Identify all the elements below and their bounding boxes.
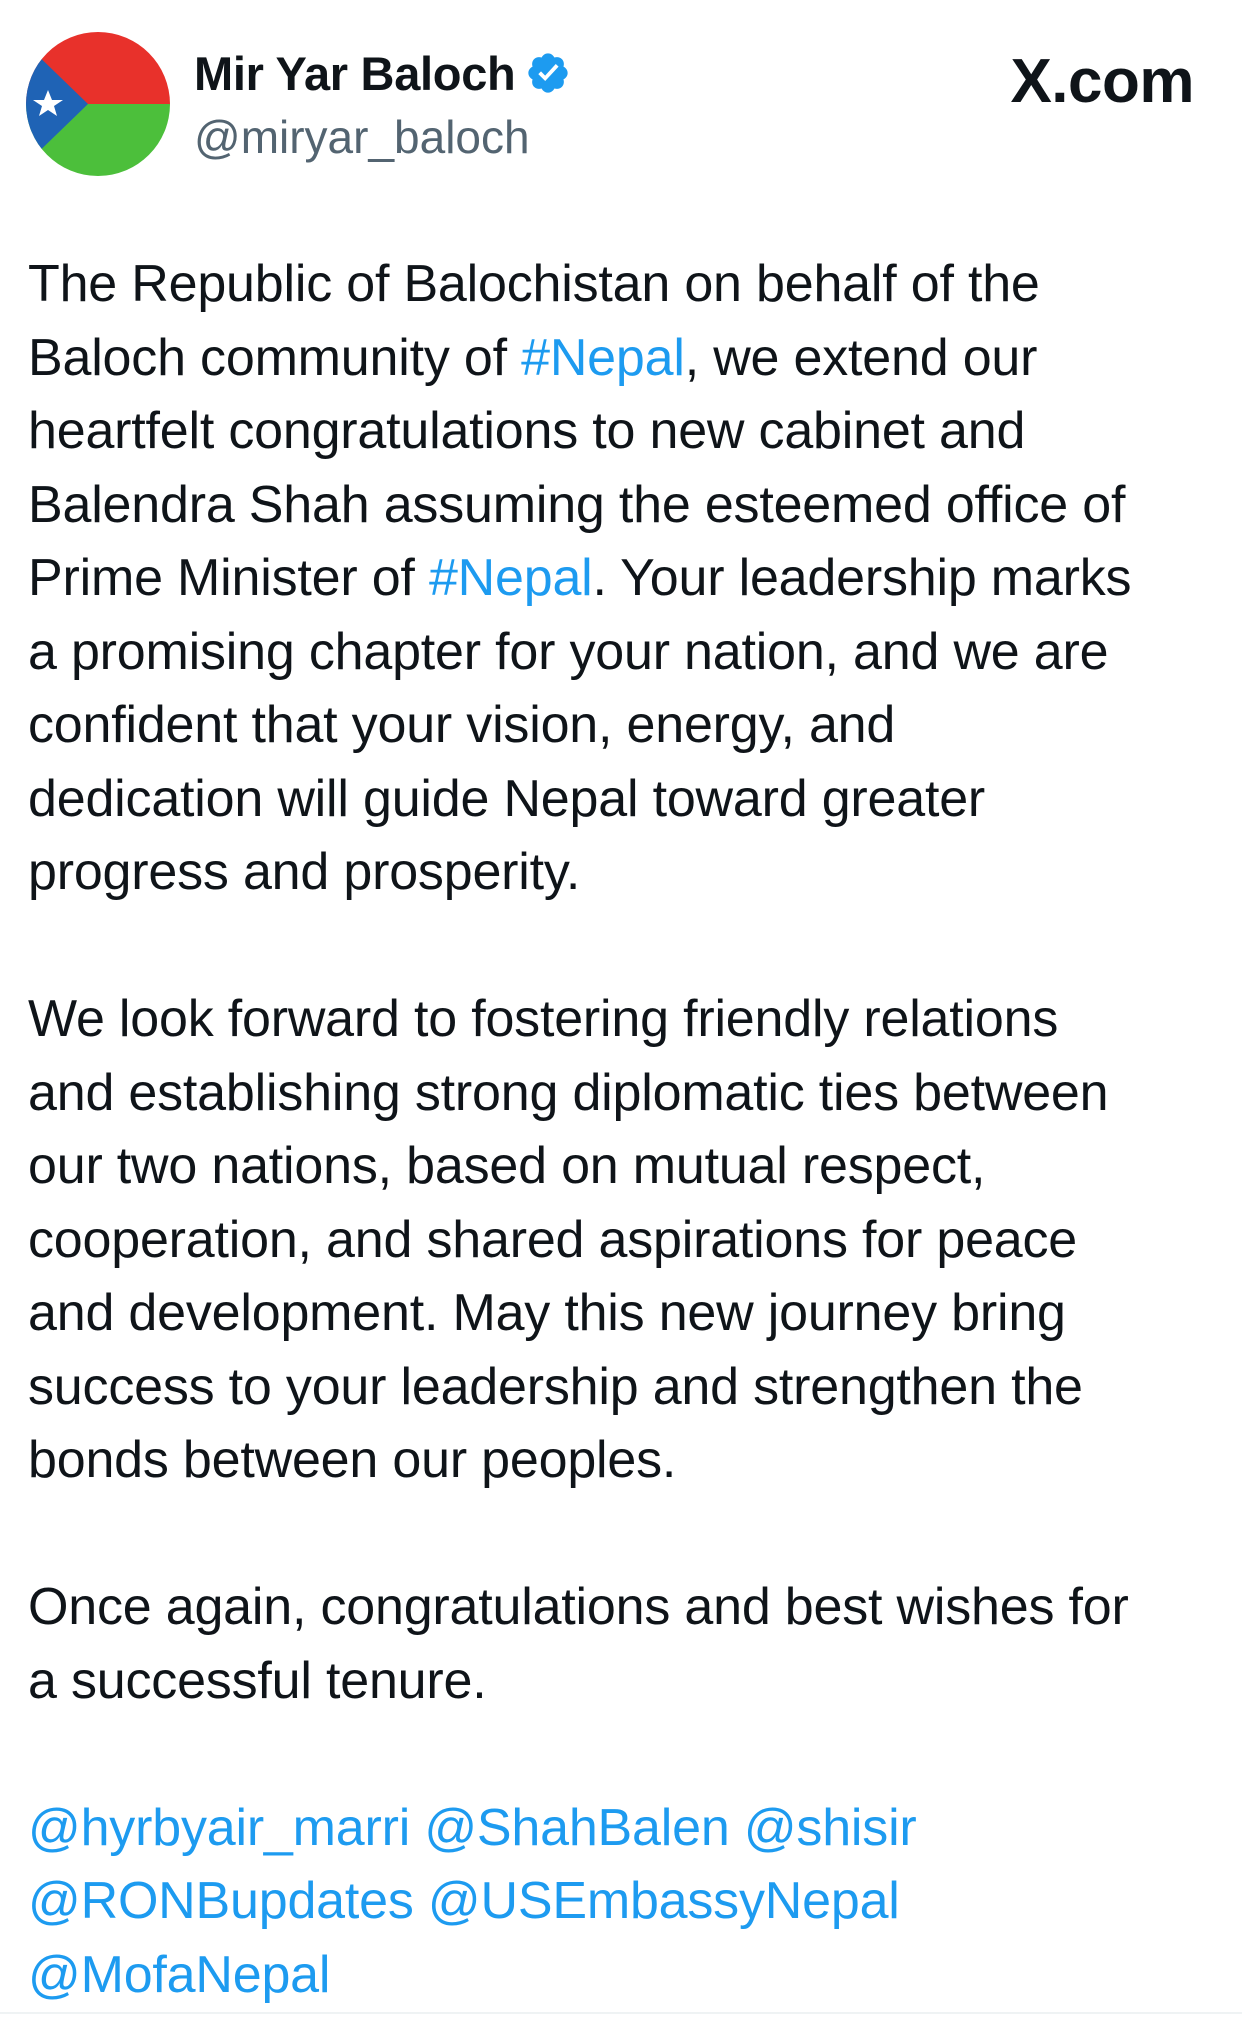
text-segment: , we extend our <box>684 328 1038 387</box>
tweet-body <box>28 248 1218 2012</box>
mention-link[interactable]: @RONBupdates <box>28 1872 414 1930</box>
text-line: a successful tenure. <box>28 1651 487 1710</box>
text-line <box>28 542 1218 616</box>
verified-badge-icon <box>525 50 571 96</box>
mention-link[interactable]: @ShahBalen <box>424 1798 730 1857</box>
text-line: heartfelt congratulations to new cabinet and <box>28 402 1026 460</box>
avatar[interactable] <box>26 32 170 176</box>
text-line: cooperation, and shared aspirations for peace <box>28 1210 1078 1269</box>
flag-avatar-image <box>26 32 170 176</box>
mentions-line <box>28 1939 1218 2013</box>
author-handle[interactable]: @miryar_baloch <box>194 111 530 163</box>
mentions-paragraph <box>28 1792 1218 2013</box>
paragraph-2 <box>28 983 1218 1498</box>
text-line: and development. May this new journey bring <box>28 1284 1066 1342</box>
text-segment: Prime Minister of <box>28 549 429 607</box>
text-line: success to your leadership and strengthen the <box>28 1357 1083 1416</box>
text-line: Once again, congratulations and best wishes for <box>28 1578 1129 1636</box>
mention-link[interactable]: @shisir <box>743 1798 917 1857</box>
text-line <box>28 322 1218 396</box>
text-line: bonds between our peoples. <box>28 1431 677 1489</box>
hashtag-link[interactable]: #Nepal <box>521 328 685 387</box>
mentions-line <box>28 1792 1218 1866</box>
text-line: The Republic of Balochistan on behalf of the <box>28 255 1040 313</box>
display-name[interactable]: Mir Yar Baloch <box>194 46 516 100</box>
text-line: Balendra Shah assuming the esteemed office of <box>28 475 1126 534</box>
x-com-watermark: X.com <box>1010 47 1194 116</box>
text-line: and establishing strong diplomatic ties between <box>28 1063 1109 1122</box>
text-line: our two nations, based on mutual respect, <box>28 1137 986 1195</box>
text-line: dedication will guide Nepal toward greater <box>28 769 986 828</box>
hashtag-link[interactable]: #Nepal <box>428 549 593 607</box>
mention-link[interactable]: @MofaNepal <box>28 1945 331 2004</box>
paragraph-1 <box>28 248 1218 910</box>
author-block <box>194 40 571 164</box>
divider <box>0 2012 1242 2014</box>
paragraph-3 <box>28 1571 1218 1718</box>
text-line: progress and prosperity. <box>28 843 581 901</box>
mention-link[interactable]: @hyrbyair_marri <box>28 1798 411 1857</box>
display-name-row <box>194 40 571 106</box>
mentions-line <box>28 1865 1218 1939</box>
text-line: a promising chapter for your nation, and we are <box>28 622 1109 681</box>
text-segment: Baloch community of <box>28 328 522 387</box>
mention-link[interactable]: @USEmbassyNepal <box>427 1872 900 1930</box>
text-line: We look forward to fostering friendly relations <box>28 990 1059 1048</box>
text-line: confident that your vision, energy, and <box>28 696 896 754</box>
text-segment: . Your leadership marks <box>592 549 1132 607</box>
